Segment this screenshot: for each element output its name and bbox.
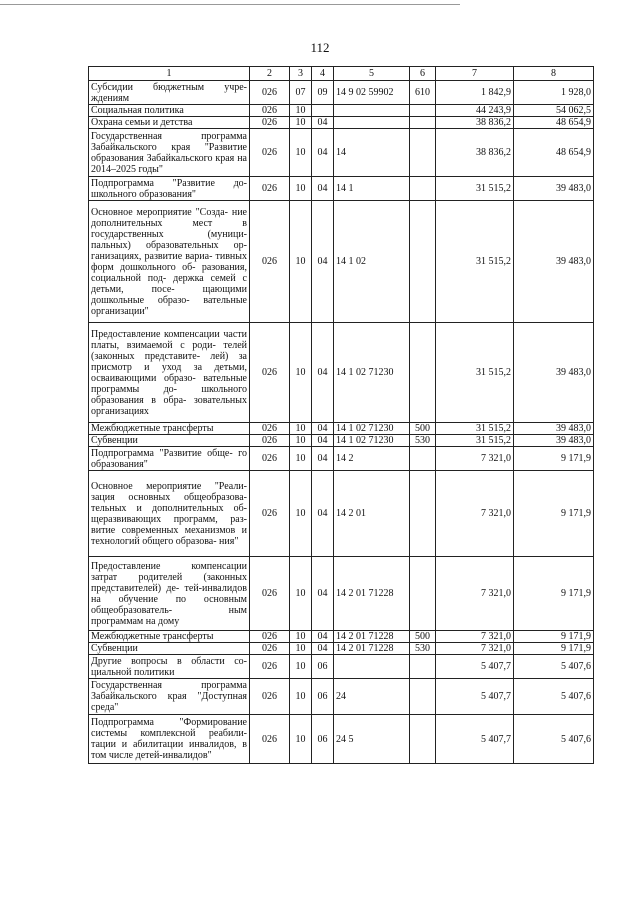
expense-type-cell: 610 [410,81,436,105]
table-row [89,655,594,679]
table-row [89,201,594,323]
code-cell: 026 [250,679,290,715]
amount-col7-cell: 38 836,2 [436,117,514,129]
target-article-cell: 14 [334,129,410,177]
section-cell: 10 [290,177,312,201]
table-row [89,81,594,105]
target-article-cell: 14 1 02 71230 [334,435,410,447]
code-cell: 026 [250,715,290,764]
amount-col7-cell: 31 515,2 [436,323,514,423]
table-row [89,631,594,643]
row-name-cell: Подпрограмма "Формирование системы комплексной реабили- тации и абилитации инвалидов, в том числе детей-инвалидов" [89,715,250,764]
expense-type-cell [410,105,436,117]
table-row [89,117,594,129]
subsection-cell: 04 [312,177,334,201]
code-cell: 026 [250,105,290,117]
expense-type-cell [410,177,436,201]
code-cell: 026 [250,423,290,435]
section-cell: 10 [290,423,312,435]
amount-col8-cell: 48 654,9 [514,129,594,177]
target-article-cell: 14 2 [334,447,410,471]
row-name-cell: Подпрограмма "Развитие до- школьного образования" [89,177,250,201]
target-article-cell: 14 2 01 [334,471,410,557]
amount-col7-cell: 7 321,0 [436,643,514,655]
code-cell: 026 [250,323,290,423]
subsection-cell: 04 [312,631,334,643]
header-cell: 3 [290,67,312,81]
expense-type-cell [410,129,436,177]
section-cell: 10 [290,679,312,715]
expense-type-cell [410,117,436,129]
header-row [89,67,594,81]
amount-col8-cell: 5 407,6 [514,655,594,679]
table-row [89,643,594,655]
amount-col8-cell: 48 654,9 [514,117,594,129]
target-article-cell: 24 5 [334,715,410,764]
section-cell: 10 [290,643,312,655]
amount-col8-cell: 9 171,9 [514,557,594,631]
section-cell: 10 [290,557,312,631]
amount-col7-cell: 7 321,0 [436,471,514,557]
expense-type-cell [410,323,436,423]
row-name-cell: Межбюджетные трансферты [89,423,250,435]
amount-col8-cell: 9 171,9 [514,643,594,655]
expense-type-cell: 530 [410,643,436,655]
section-cell: 10 [290,631,312,643]
expense-type-cell [410,447,436,471]
code-cell: 026 [250,557,290,631]
amount-col7-cell: 1 842,9 [436,81,514,105]
amount-col7-cell: 5 407,7 [436,655,514,679]
target-article-cell: 14 1 02 71230 [334,423,410,435]
row-name-cell: Государственная программа Забайкальского края "Развитие образования Забайкальского края на 2014–2025 годы" [89,129,250,177]
table-row [89,447,594,471]
amount-col8-cell: 39 483,0 [514,177,594,201]
row-name-cell: Государственная программа Забайкальского края "Доступная среда" [89,679,250,715]
scan-edge-line [0,4,460,5]
amount-col8-cell: 39 483,0 [514,201,594,323]
table-row [89,471,594,557]
subsection-cell: 06 [312,655,334,679]
amount-col8-cell: 39 483,0 [514,423,594,435]
code-cell: 026 [250,643,290,655]
header-cell: 7 [436,67,514,81]
amount-col8-cell: 9 171,9 [514,631,594,643]
section-cell: 10 [290,715,312,764]
section-cell: 10 [290,323,312,423]
target-article-cell: 14 2 01 71228 [334,631,410,643]
target-article-cell: 14 1 [334,177,410,201]
amount-col8-cell: 1 928,0 [514,81,594,105]
section-cell: 10 [290,435,312,447]
target-article-cell: 14 1 02 71230 [334,323,410,423]
amount-col7-cell: 7 321,0 [436,557,514,631]
target-article-cell: 14 2 01 71228 [334,643,410,655]
code-cell: 026 [250,435,290,447]
code-cell: 026 [250,447,290,471]
header-cell: 6 [410,67,436,81]
table-row [89,105,594,117]
subsection-cell: 04 [312,447,334,471]
code-cell: 026 [250,201,290,323]
row-name-cell: Подпрограмма "Развитие обще- го образования" [89,447,250,471]
amount-col7-cell: 38 836,2 [436,129,514,177]
amount-col7-cell: 7 321,0 [436,447,514,471]
amount-col8-cell: 5 407,6 [514,679,594,715]
amount-col8-cell: 9 171,9 [514,471,594,557]
expense-type-cell: 500 [410,423,436,435]
subsection-cell: 04 [312,201,334,323]
code-cell: 026 [250,129,290,177]
amount-col7-cell: 44 243,9 [436,105,514,117]
table-row [89,323,594,423]
table-row [89,423,594,435]
header-cell: 2 [250,67,290,81]
amount-col8-cell: 5 407,6 [514,715,594,764]
section-cell: 10 [290,105,312,117]
code-cell: 026 [250,631,290,643]
amount-col7-cell: 5 407,7 [436,715,514,764]
subsection-cell: 04 [312,471,334,557]
row-name-cell: Охрана семьи и детства [89,117,250,129]
subsection-cell: 04 [312,423,334,435]
target-article-cell: 14 2 01 71228 [334,557,410,631]
subsection-cell: 04 [312,643,334,655]
code-cell: 026 [250,655,290,679]
amount-col7-cell: 31 515,2 [436,423,514,435]
row-name-cell: Субвенции [89,643,250,655]
amount-col8-cell: 9 171,9 [514,447,594,471]
amount-col7-cell: 31 515,2 [436,201,514,323]
subsection-cell: 06 [312,679,334,715]
target-article-cell [334,117,410,129]
subsection-cell: 04 [312,557,334,631]
code-cell: 026 [250,471,290,557]
section-cell: 10 [290,129,312,177]
amount-col8-cell: 39 483,0 [514,323,594,423]
expense-type-cell: 530 [410,435,436,447]
table-row [89,177,594,201]
row-name-cell: Межбюджетные трансферты [89,631,250,643]
section-cell: 10 [290,201,312,323]
subsection-cell: 04 [312,129,334,177]
row-name-cell: Социальная политика [89,105,250,117]
amount-col7-cell: 5 407,7 [436,679,514,715]
target-article-cell: 24 [334,679,410,715]
amount-col7-cell: 31 515,2 [436,435,514,447]
section-cell: 10 [290,655,312,679]
expense-type-cell: 500 [410,631,436,643]
subsection-cell: 04 [312,435,334,447]
expense-type-cell [410,557,436,631]
table-row [89,129,594,177]
row-name-cell: Основное мероприятие "Реали- зация основных общеобразова- тельных и дополнительных об- щеразвивающих программ, раз- витие современных механизмов и технологий общего образова- ния" [89,471,250,557]
header-cell: 5 [334,67,410,81]
row-name-cell: Субсидии бюджетным учре- ждениям [89,81,250,105]
subsection-cell [312,105,334,117]
header-cell: 1 [89,67,250,81]
subsection-cell: 06 [312,715,334,764]
expense-type-cell [410,679,436,715]
row-name-cell: Предоставление компенсации части платы, взимаемой с роди- телей (законных представите- лей) за присмотр и уход за детьми, осваивающими образо- вательные программы до- школьного образования в обра- зовательных организациях [89,323,250,423]
amount-col7-cell: 7 321,0 [436,631,514,643]
page-number: 112 [310,40,330,55]
expense-type-cell [410,201,436,323]
amount-col8-cell: 39 483,0 [514,435,594,447]
section-cell: 10 [290,117,312,129]
expense-type-cell [410,655,436,679]
header-cell: 4 [312,67,334,81]
row-name-cell: Основное мероприятие "Созда- ние дополнительных мест в государственных (муници- пальных) образовательных ор- ганизациях, развитие вариа- тивных форм дошкольного об- разования, социальной под- держка семей с детьми, посе- щающими дошкольные образо- вательные организации" [89,201,250,323]
table-row [89,679,594,715]
amount-col7-cell: 31 515,2 [436,177,514,201]
code-cell: 026 [250,81,290,105]
expense-type-cell [410,715,436,764]
target-article-cell [334,105,410,117]
amount-col8-cell: 54 062,5 [514,105,594,117]
table-body [89,67,594,764]
budget-table [88,66,594,764]
subsection-cell: 04 [312,323,334,423]
row-name-cell: Другие вопросы в области со- циальной политики [89,655,250,679]
subsection-cell: 04 [312,117,334,129]
section-cell: 07 [290,81,312,105]
code-cell: 026 [250,117,290,129]
header-cell: 8 [514,67,594,81]
section-cell: 10 [290,471,312,557]
subsection-cell: 09 [312,81,334,105]
table-row [89,435,594,447]
row-name-cell: Субвенции [89,435,250,447]
target-article-cell: 14 9 02 59902 [334,81,410,105]
row-name-cell: Предоставление компенсации затрат родителей (законных представителей) де- тей-инвалидов на обучение по основным общеобразователь- ным программам на дому [89,557,250,631]
section-cell: 10 [290,447,312,471]
code-cell: 026 [250,177,290,201]
target-article-cell [334,655,410,679]
expense-type-cell [410,471,436,557]
table-row [89,557,594,631]
target-article-cell: 14 1 02 [334,201,410,323]
table-row [89,715,594,764]
